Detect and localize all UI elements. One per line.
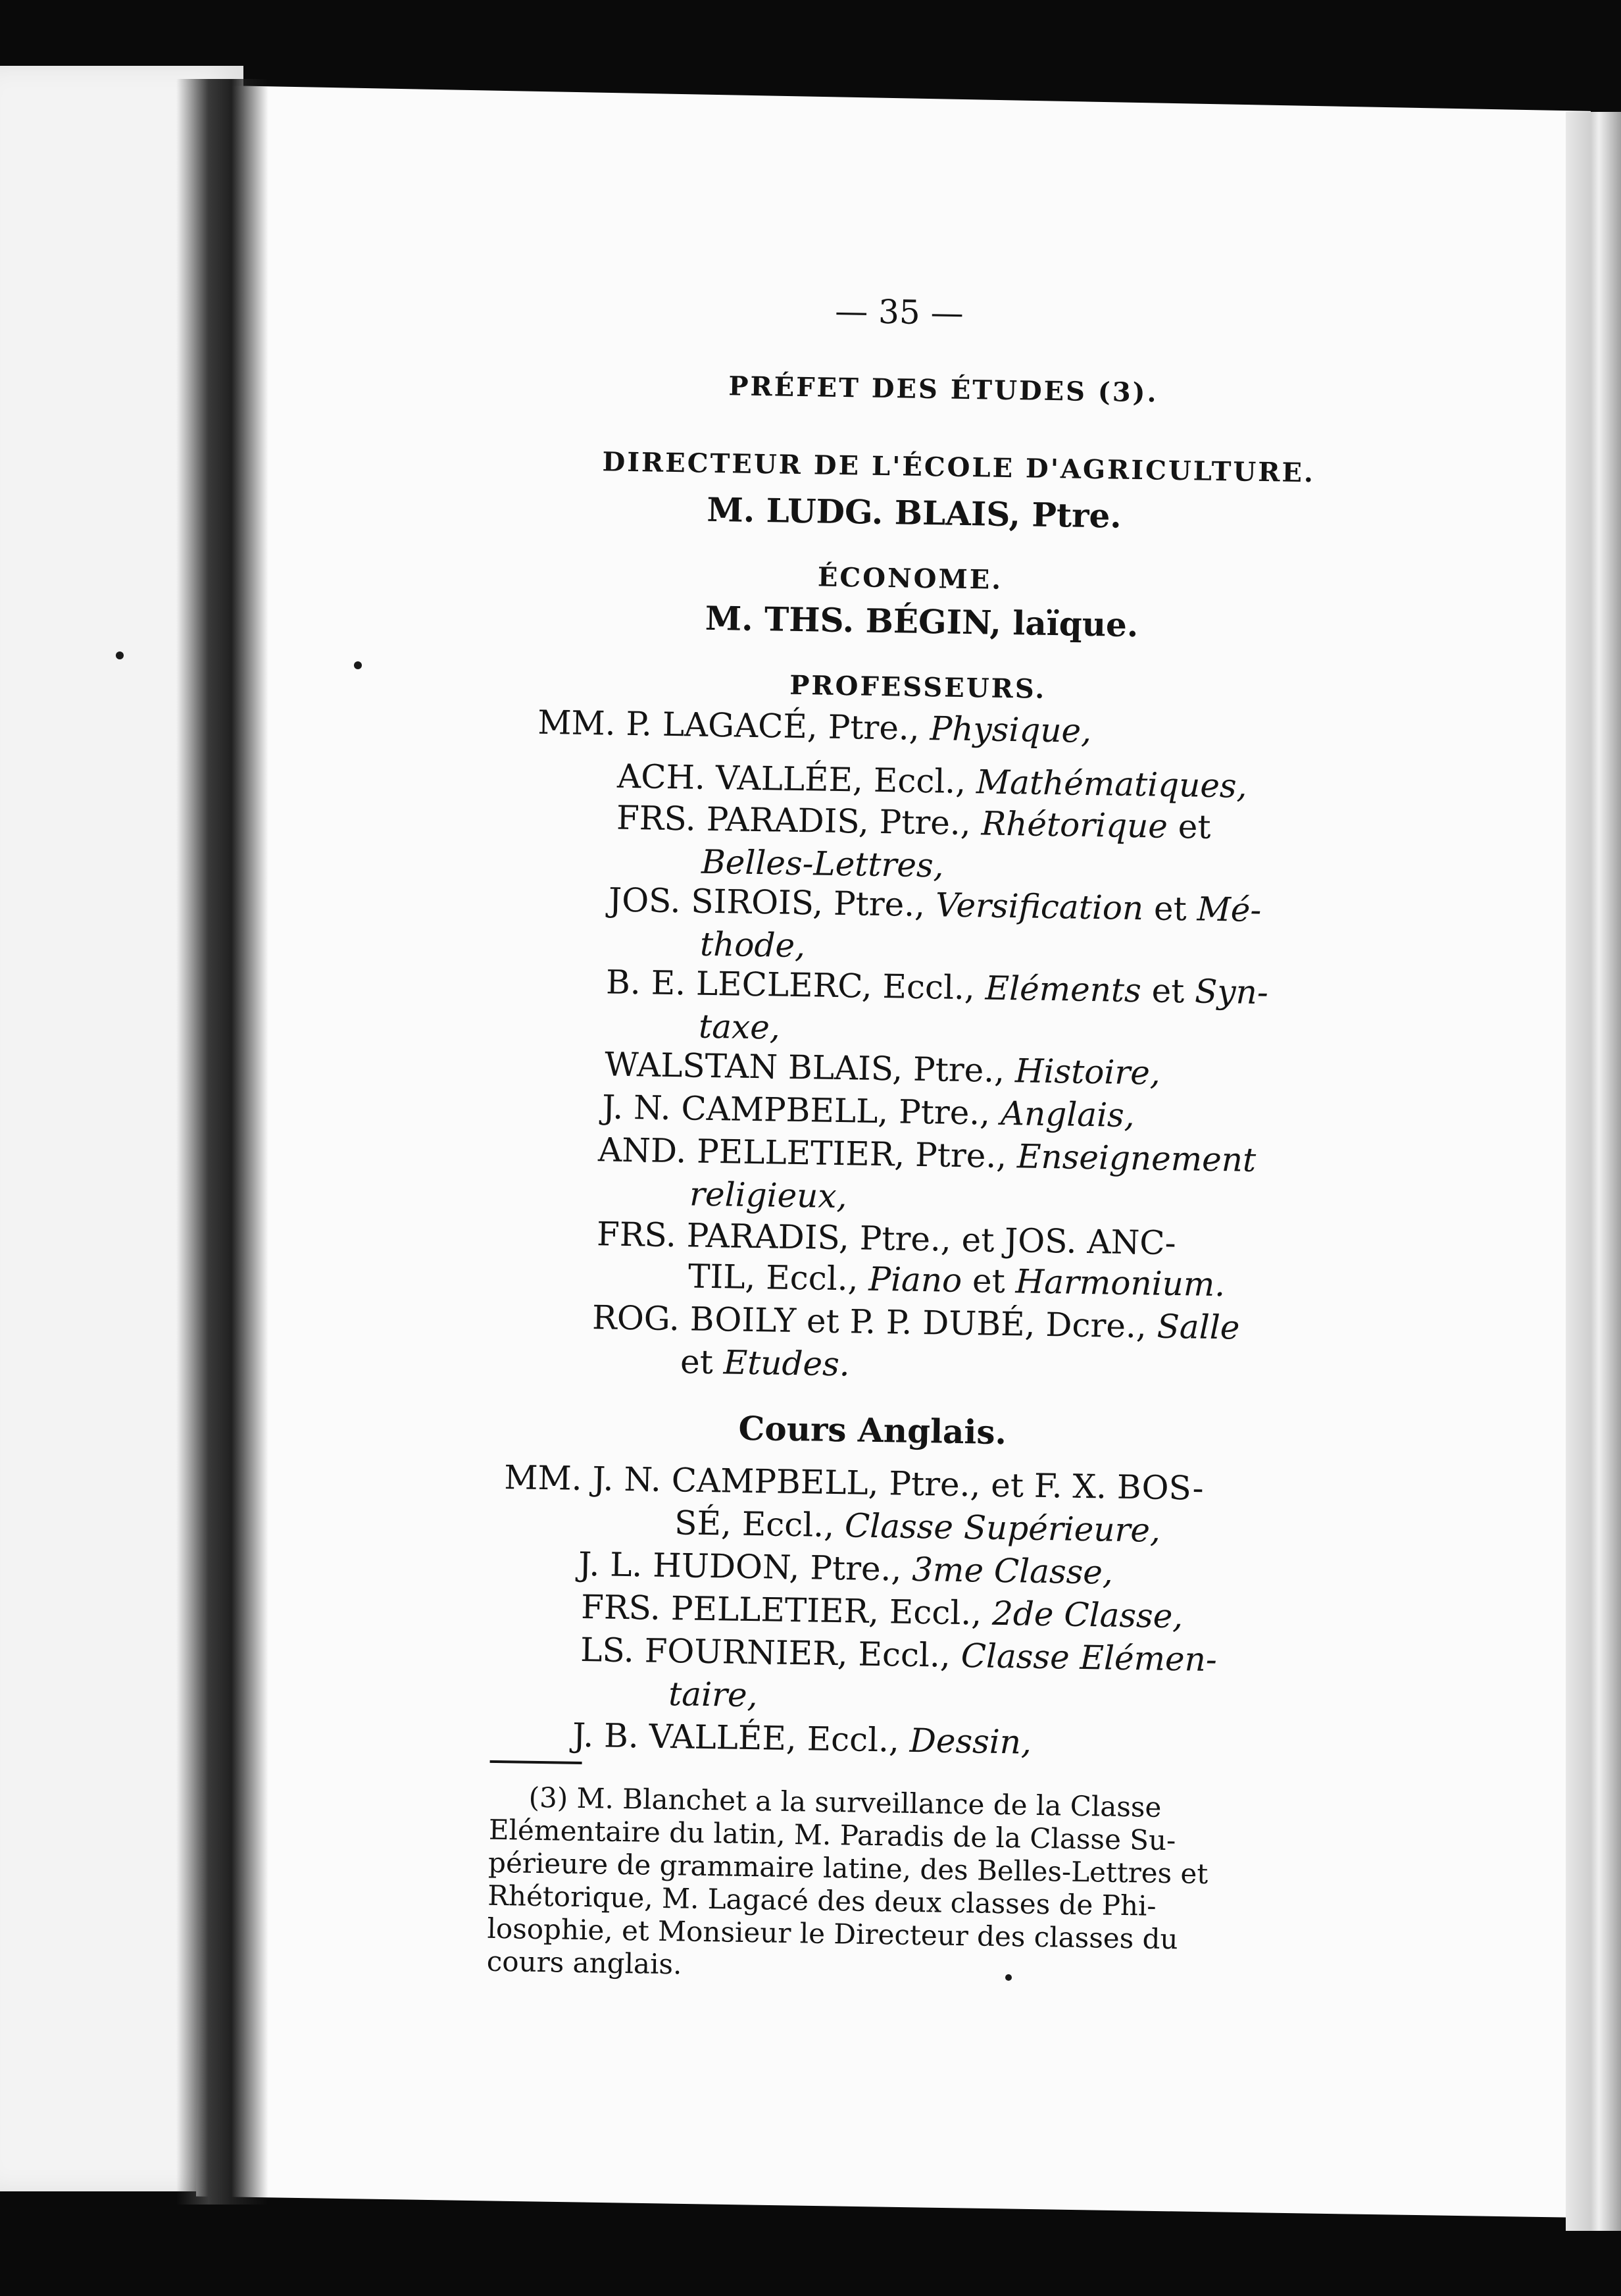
directeur-heading: DIRECTEUR DE L'ÉCOLE D'AGRICULTURE. [602,446,1316,489]
name-text: J. N. CAMPBELL, Ptre., [601,1088,1001,1133]
subject-text: Piano [868,1260,962,1300]
subject-text: Eléments [985,969,1142,1010]
name-text: et [1143,889,1198,929]
footnote-line: losophie, et Monsieur le Directeur des classes du [487,1912,1178,1956]
subject-text: Classe Supérieure, [844,1506,1161,1550]
subject-text: Rhétorique [981,804,1168,846]
cours-heading: Cours Anglais. [738,1408,1007,1452]
footnote-line: (3) M. Blanchet a la surveillance de la Classe [528,1781,1162,1824]
subject-text: Anglais, [1000,1094,1135,1135]
subject-text: Belles-Lettres, [701,842,944,885]
subject-text: taxe, [698,1007,781,1047]
footnote-line: Elémentaire du latin, M. Paradis de la Classe Su- [488,1813,1176,1857]
subject-text: Histoire, [1014,1052,1161,1092]
name-text: JOS. SIROIS, Ptre., [608,880,936,925]
subject-text: Mathématiques, [976,763,1247,805]
name-text: FRS. PARADIS, Ptre., [616,798,982,843]
footnote-line: Rhétorique, M. Lagacé des deux classes de Phi- [487,1879,1157,1922]
subject-text: religieux, [689,1175,847,1216]
subject-text: 3me Classe, [911,1550,1114,1592]
subject-text: thode, [699,925,806,965]
econome-heading: ÉCONOME. [817,561,1003,596]
subject-text: Mé- [1197,890,1262,930]
name-text: ACH. VALLÉE, Eccl., [616,757,977,802]
name-text: SÉ, Eccl., [674,1504,845,1545]
name-text: et [1167,807,1211,846]
name-text: J. L. HUDON, Ptre., [578,1544,912,1589]
footnote-line: périeure de grammaire latine, des Belles-Lettres et [487,1846,1209,1890]
subject-text: taire, [668,1675,758,1715]
subject-text: Versification [935,886,1144,928]
directeur-name: M. LUDG. BLAIS, Ptre. [707,490,1122,536]
subject-text: 2de Classe, [991,1594,1184,1636]
page-number: — 35 — [834,292,964,332]
name-text: FRS. PELLETIER, Eccl., [580,1587,993,1633]
name-text: et [680,1342,724,1382]
name-text: TIL, Eccl., [687,1257,869,1298]
professeurs-heading: PROFESSEURS. [789,669,1047,705]
subject-text: Dessin, [909,1721,1032,1762]
subject-text: Enseignement [1016,1137,1257,1180]
subject-text: Harmonium. [1015,1262,1226,1304]
name-text: LS. FOURNIER, Eccl., [580,1630,962,1675]
name-text: J. B. VALLÉE, Eccl., [572,1716,910,1760]
econome-name: M. THS. BÉGIN, laïque. [705,598,1139,645]
subject-text: Etudes. [723,1343,851,1384]
name-text: et [1141,971,1195,1011]
name-text: ROG. BOILY et P. P. DUBÉ, Dcre., [591,1298,1158,1346]
footnote-line: cours anglais. [486,1945,682,1981]
name-text: et [961,1262,1016,1301]
subject-text: Syn- [1194,972,1269,1012]
name-text: FRS. PARADIS, Ptre., et JOS. ANC- [596,1215,1176,1263]
subject-text: Salle [1157,1307,1240,1347]
name-text: MM. P. LAGACÉ, Ptre., [537,703,931,748]
name-text: B. E. LECLERC, Eccl., [605,963,986,1008]
name-text: MM. J. N. CAMPBELL, Ptre., et F. X. BOS- [503,1458,1204,1508]
subject-text: Physique, [930,709,1092,750]
prefet-heading: PRÉFET DES ÉTUDES (3). [728,370,1159,409]
name-text: WALSTAN BLAIS, Ptre., [604,1045,1016,1090]
subject-text: Classe Elémen- [960,1637,1218,1679]
name-text: AND. PELLETIER, Ptre., [597,1131,1018,1176]
